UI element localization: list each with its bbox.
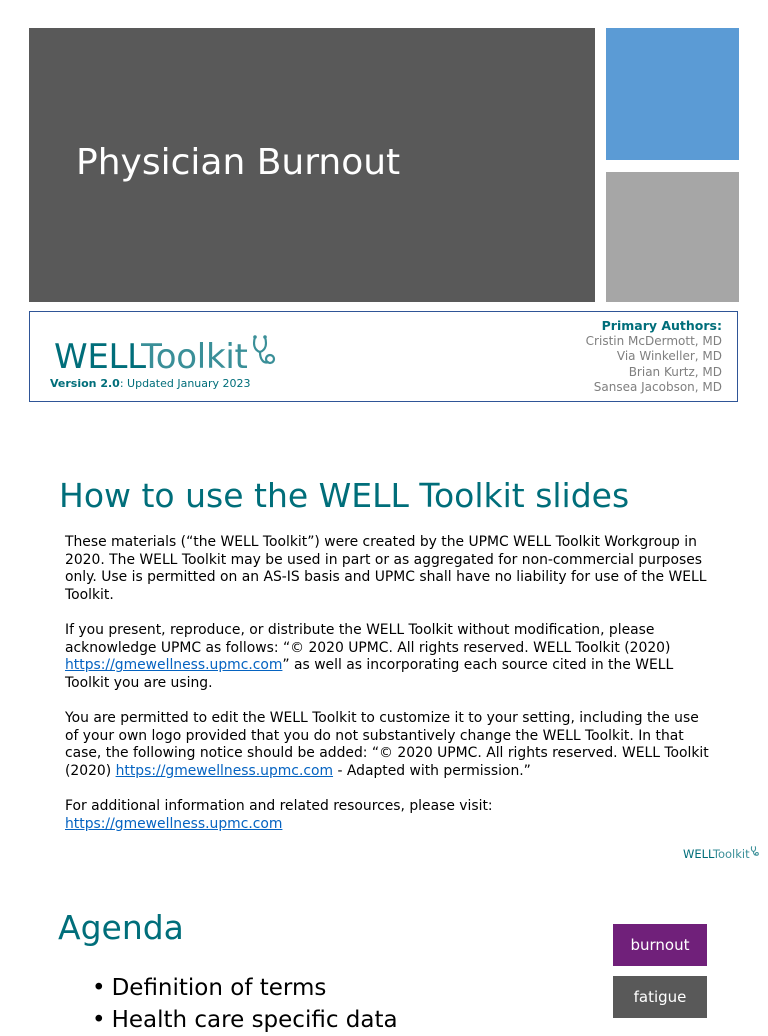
stethoscope-icon	[250, 334, 276, 379]
footer-logo-bold: WELL	[683, 847, 713, 861]
authors-block	[586, 318, 722, 396]
paragraph-2	[65, 622, 715, 692]
fatigue-tag: fatigue	[613, 976, 707, 1018]
agenda-item: • Health care specific data	[92, 1004, 398, 1036]
paragraph-1: These materials (“the WELL Toolkit”) were created by the UPMC WELL Toolkit Workgroup in 2020. The WELL Toolkit may be used in part or as aggregated for non-commercial purposes only. Use is permitted on an AS-IS basis and UPMC shall have no liability for use of the WELL Toolkit.	[65, 534, 707, 603]
agenda-list	[92, 972, 398, 1036]
gmewellness-link[interactable]: https://gmewellness.upmc.com	[65, 657, 283, 673]
version-line	[50, 377, 251, 390]
grey-accent-block	[606, 172, 739, 302]
slide2-title: How to use the WELL Toolkit slides	[59, 476, 630, 515]
blue-accent-block	[606, 28, 739, 160]
agenda-item: • Definition of terms	[92, 972, 398, 1004]
gmewellness-link[interactable]: https://gmewellness.upmc.com	[115, 762, 334, 779]
gmewellness-link[interactable]: https://gmewellness.upmc.com	[65, 815, 283, 832]
paragraph-3	[65, 710, 715, 780]
burnout-tag: burnout	[613, 924, 707, 966]
logo-light-part: Toolkit	[141, 337, 248, 377]
author-name: Cristin McDermott, MD	[585, 333, 722, 348]
stethoscope-icon	[750, 847, 759, 861]
well-toolkit-logo	[54, 334, 276, 379]
version-updated: : Updated January 2023	[119, 377, 251, 390]
usage-text	[65, 534, 715, 851]
footer-logo-light: Toolkit	[712, 847, 750, 861]
paragraph-2-text: If you present, reproduce, or distribute the WELL Toolkit without modification, please acknowledge UPMC as follows: “© 2020 UPMC. All rights reserved. WELL Toolkit (2020)	[65, 622, 671, 656]
paragraph-3-text-end: - Adapted with permission.”	[333, 762, 531, 779]
footer-logo	[683, 845, 759, 861]
authors-heading: Primary Authors:	[601, 318, 722, 333]
paragraph-2-text-end: ” as well as incorporating each source cited in the WELL Toolkit you are using.	[65, 657, 674, 691]
slide-title: Physician Burnout	[76, 142, 401, 183]
paragraph-4	[65, 798, 715, 833]
logo-bold-part: WELL	[54, 337, 142, 377]
paragraph-3-text: You are permitted to edit the WELL Toolkit to customize it to your setting, including the use of your own logo provided that you do not substantively change the WELL Toolkit. In that case, the following notice should be added: “© 2020 UPMC. All rights reserved. WELL Toolkit (2020)	[65, 710, 709, 779]
author-name: Brian Kurtz, MD	[628, 364, 722, 379]
paragraph-4-text: For additional information and related resources, please visit:	[65, 798, 493, 814]
author-name: Via Winkeller, MD	[616, 349, 722, 363]
version-label: Version 2.0	[50, 377, 120, 390]
agenda-title: Agenda	[58, 908, 184, 947]
author-name: Sansea Jacobson, MD	[593, 380, 722, 394]
